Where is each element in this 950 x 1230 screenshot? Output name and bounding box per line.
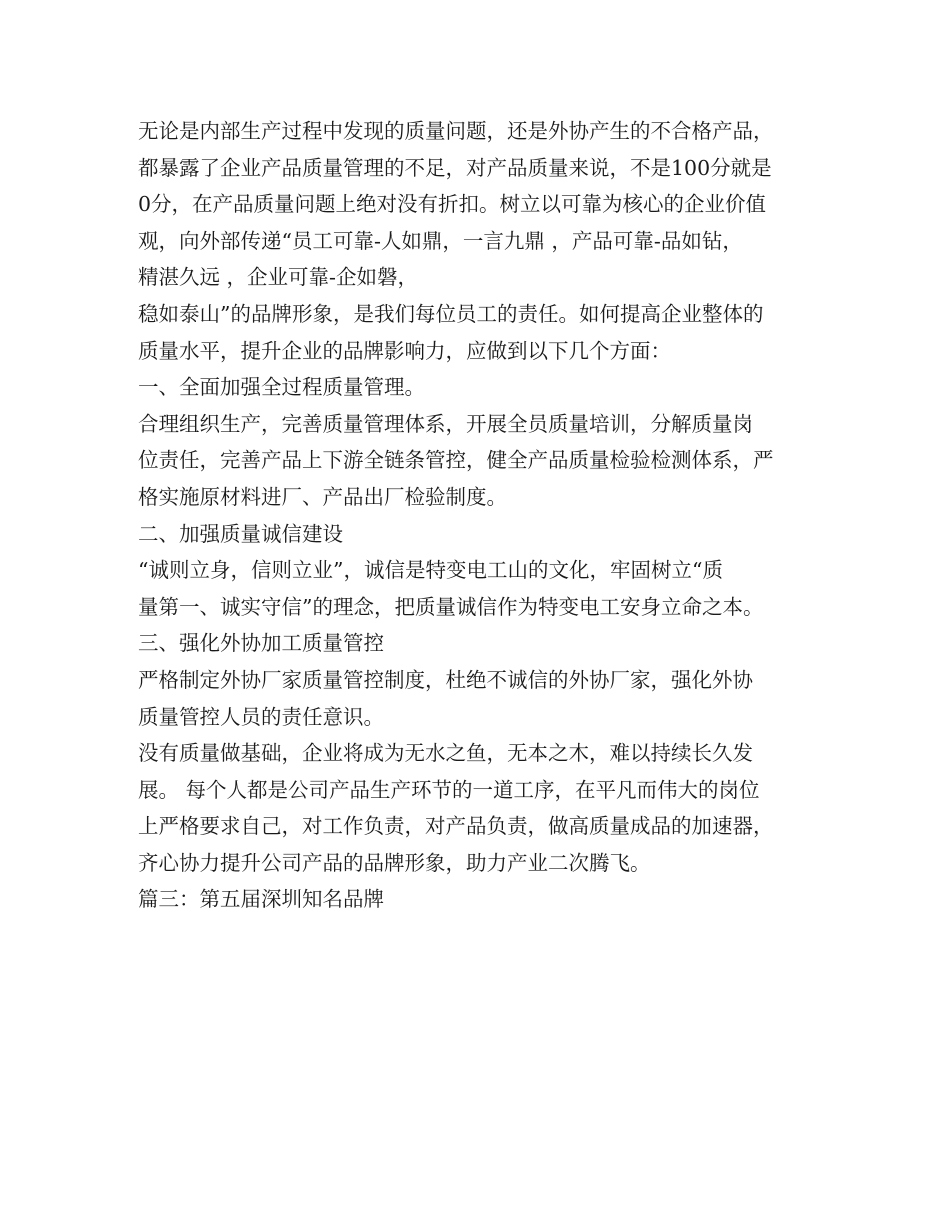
text-line: 格实施原材料进厂、产品出厂检验制度。 [138,484,507,509]
text-line: 没有质量做基础，企业将成为无水之鱼，无本之木，难以持续长久发 [138,741,753,766]
text-line: 合理组织生产，完善质量管理体系，开展全员质量培训，分解质量岗 [138,411,753,436]
text-line: 齐心协力提升公司产品的品牌形象，助力产业二次腾飞。 [138,850,651,875]
text-line: 上严格要求自己，对工作负责，对产品负责，做高质量成品的加速器， [138,814,774,839]
text-line: 位责任，完善产品上下游全链条管控，健全产品质量检验检测体系，严 [138,448,774,473]
text-line: 质量管控人员的责任意识。 [138,704,384,729]
text-line: 精湛久远 ，企业可靠-企如磐， [138,265,418,290]
document-body [138,113,828,918]
text-line: 质量水平，提升企业的品牌影响力，应做到以下几个方面： [138,338,671,363]
section-heading: 二、加强质量诚信建设 [138,521,343,546]
text-line: 严格制定外协厂家质量管控制度，杜绝不诚信的外协厂家，强化外协 [138,667,753,692]
text-line: 无论是内部生产过程中发现的质量问题，还是外协产生的不合格产品， [138,119,774,143]
text-line: 都暴露了企业产品质量管理的不足，对产品质量来说，不是100分就是 [138,155,772,180]
text-line: 展。 每个人都是公司产品生产环节的一道工序，在平凡而伟大的岗位 [138,777,760,802]
text-line: 观，向外部传递“员工可靠-人如鼎，一言九鼎 ，产品可靠-品如钻， [138,228,743,253]
chapter-title: 篇三：第五届深圳知名品牌 [138,887,384,912]
section-heading: 一、全面加强全过程质量管理。 [138,375,425,400]
text-line: 稳如泰山”的品牌形象，是我们每位员工的责任。如何提高企业整体的 [138,301,764,326]
text-line: 量第一、诚实守信”的理念，把质量诚信作为特变电工安身立命之本。 [138,594,764,619]
text-line: 0分，在产品质量问题上绝对没有折扣。树立以可靠为核心的企业价值 [138,192,767,217]
section-heading: 三、强化外协加工质量管控 [138,631,384,656]
text-line: “诚则立身，信则立业”，诚信是特变电工山的文化，牢固树立“质 [138,558,723,583]
